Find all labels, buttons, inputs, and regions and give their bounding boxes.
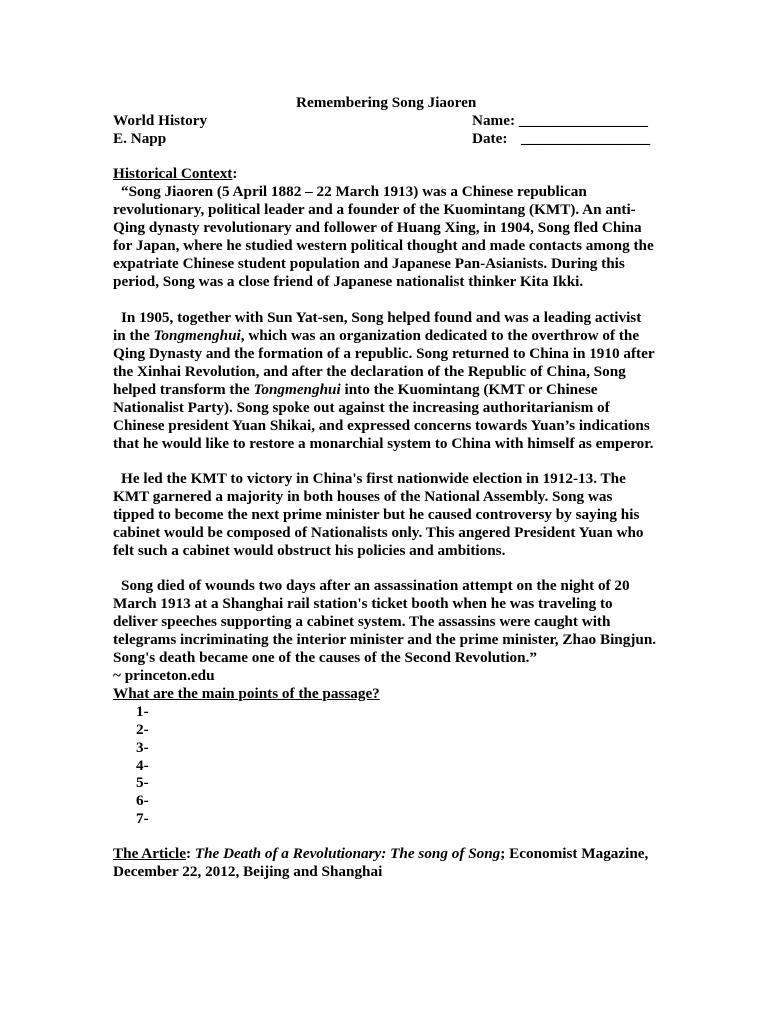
point-item[interactable]: 4- (136, 757, 149, 774)
name-field[interactable] (472, 112, 648, 130)
context-p2-line: Chinese president Yuan Shikai, and expressed concerns towards Yuan’s indications (113, 417, 650, 434)
context-p2-line: Nationalist Party). Song spoke out against the increasing authoritarianism of (113, 399, 610, 416)
context-p4-line: telegrams incriminating the interior minister and the prime minister, Zhao Bingjun. (113, 631, 657, 648)
context-p2-line: the Xinhai Revolution, and after the declaration of the Republic of China, Song (113, 363, 626, 380)
name-label: Name: (472, 112, 516, 129)
context-heading: Historical Context: (113, 165, 238, 182)
context-p1-line: “Song Jiaoren (5 April 1882 – 22 March 1913) was a Chinese republican (121, 183, 587, 200)
source-citation: ~ princeton.edu (113, 667, 215, 684)
context-p4-line: Song's death became one of the causes of the Second Revolution.” (113, 649, 537, 666)
point-item[interactable]: 3- (136, 739, 149, 756)
teacher-name: E. Napp (113, 130, 167, 147)
article-label: The Article (113, 845, 186, 862)
article-reference: The Article: The Death of a Revolutionary: The song of Song; Economist Magazine, (113, 845, 649, 862)
context-p3-line: cabinet would be composed of Nationalists only. This angered President Yuan who (113, 524, 644, 541)
main-points-question: What are the main points of the passage? (113, 685, 380, 702)
document-title: Remembering Song Jiaoren (296, 94, 477, 111)
context-p4-line: March 1913 at a Shanghai rail station's ticket booth when he was traveling to (113, 595, 613, 612)
context-p1-line: expatriate Chinese student population and Japanese Pan-Asianists. During this (113, 255, 625, 272)
context-p3-line: tipped to become the next prime minister but he caused controversy by saying his (113, 506, 640, 523)
context-p1-line: revolutionary, political leader and a founder of the Kuomintang (KMT). An anti- (113, 201, 636, 218)
date-label: Date: (472, 130, 508, 147)
date-field[interactable] (472, 130, 650, 148)
date-blank[interactable]: _________________ (521, 130, 651, 147)
point-item[interactable]: 7- (136, 810, 149, 827)
article-dateline: December 22, 2012, Beijing and Shanghai (113, 863, 383, 880)
course-name: World History (113, 112, 208, 129)
context-p3-line: He led the KMT to victory in China's first nationwide election in 1912-13. The (121, 470, 626, 487)
context-p2-line: In 1905, together with Sun Yat-sen, Song helped found and was a leading activist (121, 309, 642, 326)
article-title: The Death of a Revolutionary: The song of Song (194, 845, 501, 862)
context-p1-line: period, Song was a close friend of Japanese nationalist thinker Kita Ikki. (113, 273, 584, 290)
context-p1-line: Qing dynasty revolutionary and follower of Huang Xing, in 1904, Song fled China (113, 219, 642, 236)
tongmenghui-term: Tongmenghui (253, 381, 341, 398)
name-blank[interactable]: _________________ (518, 112, 648, 129)
context-p4-line: Song died of wounds two days after an assassination attempt on the night of 20 (121, 577, 630, 594)
context-heading-text: Historical Context (113, 165, 233, 182)
context-p2-line: that he would like to restore a monarchial system to China with himself as emperor. (113, 435, 654, 452)
point-item[interactable]: 1- (136, 703, 149, 720)
context-p4-line: deliver speeches supporting a cabinet system. The assassins were caught with (113, 613, 611, 630)
context-p2-line: Qing Dynasty and the formation of a republic. Song returned to China in 1910 after (113, 345, 655, 362)
point-item[interactable]: 2- (136, 721, 149, 738)
context-p2-line: in the Tongmenghui, which was an organization dedicated to the overthrow of the (113, 327, 640, 344)
point-item[interactable]: 5- (136, 774, 149, 791)
tongmenghui-term: Tongmenghui (153, 327, 241, 344)
context-p2-line: helped transform the Tongmenghui into the Kuomintang (KMT or Chinese (113, 381, 598, 398)
context-p1-line: for Japan, where he studied western political thought and made contacts among the (113, 237, 654, 254)
context-p3-line: KMT garnered a majority in both houses of the National Assembly. Song was (113, 488, 613, 505)
point-item[interactable]: 6- (136, 792, 149, 809)
context-p3-line: felt such a cabinet would obstruct his policies and ambitions. (113, 542, 506, 559)
